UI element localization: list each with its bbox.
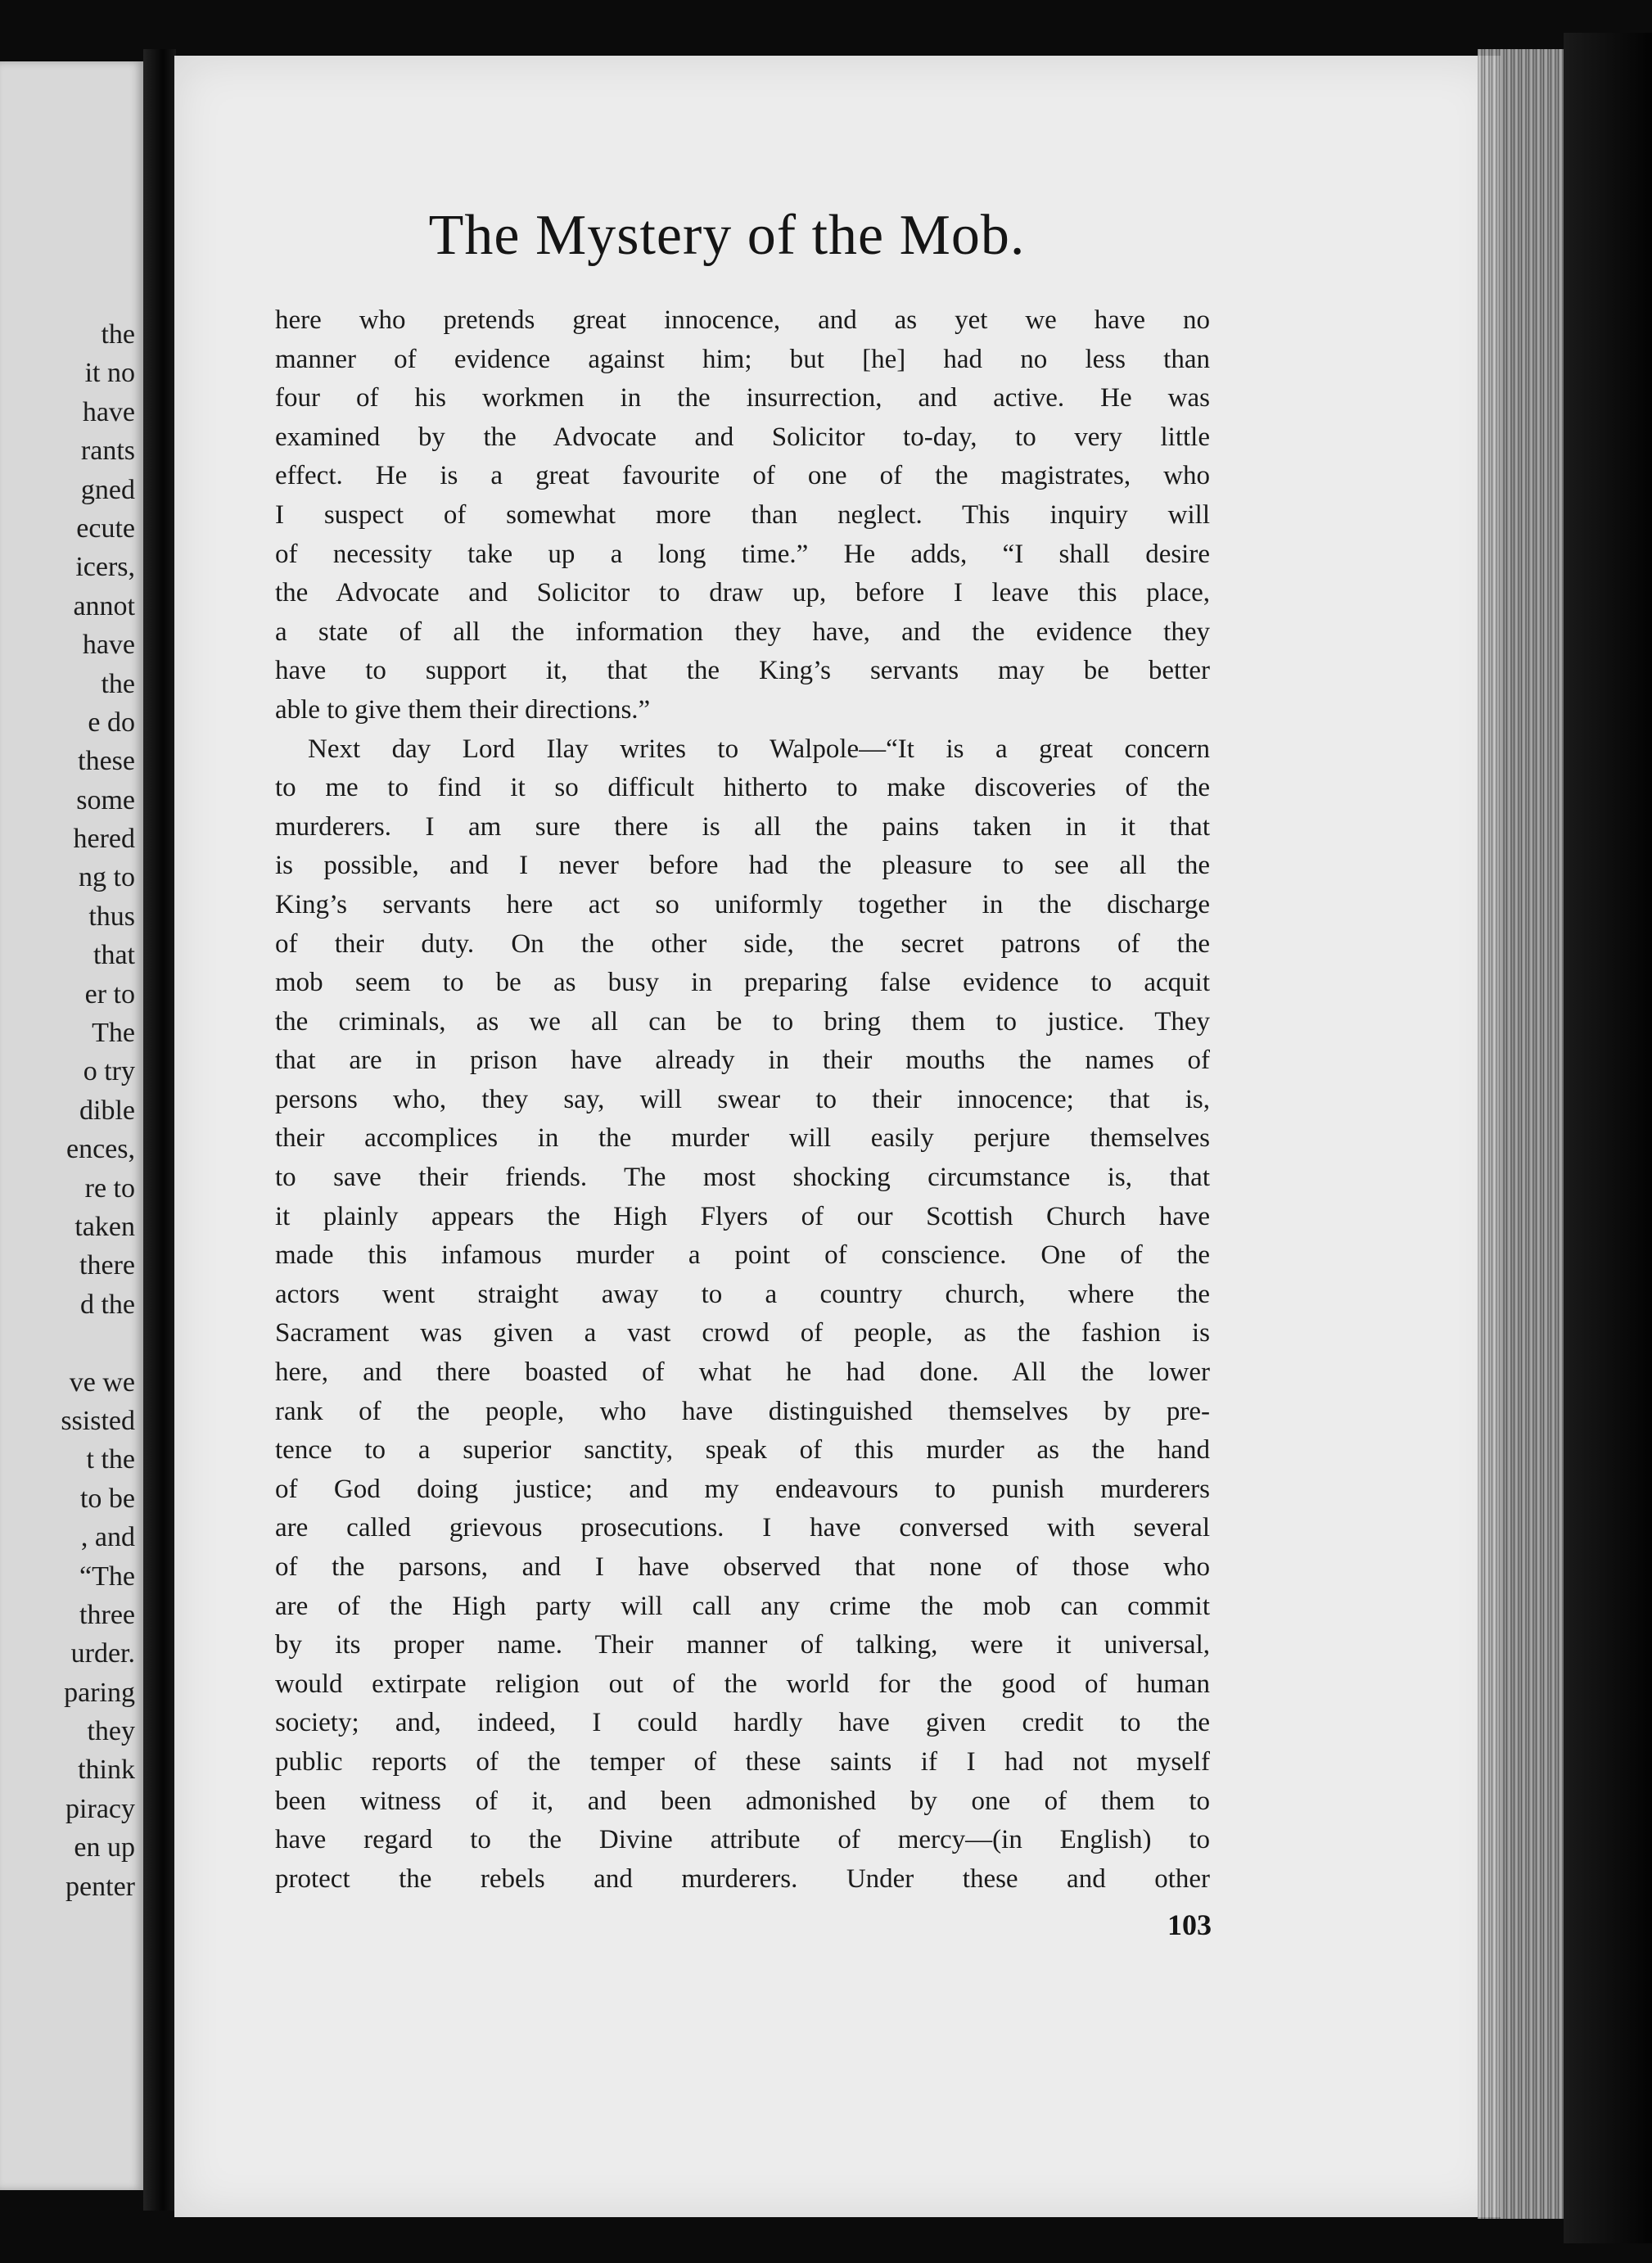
fragment-line: , and (80, 1522, 135, 1553)
previous-page-fragment (0, 61, 143, 2190)
fragment-line: ssisted (61, 1405, 135, 1436)
text-line: protect the rebels and murderers. Under these and other (275, 1863, 1210, 1894)
page-number: 103 (1167, 1908, 1212, 1941)
scan-border (1564, 33, 1652, 2243)
text-line: that are in prison have already in their mouths the names of (275, 1046, 1210, 1076)
fragment-line: three (79, 1599, 135, 1630)
fragment-line: The (92, 1018, 135, 1049)
fragment-line: annot (73, 590, 135, 621)
text-line: tence to a superior sanctity, speak of this murder as the hand (275, 1435, 1210, 1466)
fragment-line: penter (65, 1871, 135, 1902)
text-line: murderers. I am sure there is all the pains taken in it that (275, 811, 1210, 842)
fragment-line: paring (64, 1677, 135, 1708)
text-line: mob seem to be as busy in preparing false evidence to acquit (275, 968, 1210, 998)
text-line: four of his workmen in the insurrection, and active. He was (275, 383, 1210, 413)
fragment-line: d the (79, 1289, 135, 1320)
fragment-line: thus (88, 901, 135, 932)
fragment-line: ng to (79, 862, 135, 893)
fragment-line: rants (80, 436, 135, 467)
text-line: to save their friends. The most shocking circumstance is, that (275, 1163, 1210, 1193)
fragment-line: they (87, 1716, 135, 1747)
text-line: Next day Lord Ilay writes to Walpole—“It is a great concern (308, 734, 1210, 764)
book-gutter (143, 49, 176, 2211)
fragment-line: that (93, 940, 135, 971)
fragment-line: to be (79, 1483, 135, 1514)
text-line: Sacrament was given a vast crowd of people, as the fashion is (275, 1318, 1210, 1348)
fragment-line: have (82, 630, 135, 661)
text-line: King’s servants here act so uniformly together in the discharge (275, 889, 1210, 919)
fragment-line: the (101, 668, 135, 699)
fragment-line: ecute (76, 513, 135, 544)
text-line: their accomplices in the murder will easily perjure themselves (275, 1123, 1210, 1154)
fragment-line: ve we (69, 1366, 135, 1398)
fragment-line: the (101, 319, 135, 350)
fragment-line: urder. (70, 1638, 135, 1669)
fragment-line: these (78, 746, 135, 777)
text-line: examined by the Advocate and Solicitor to-day, to very little (275, 422, 1210, 452)
fragment-line: it no (84, 358, 135, 389)
text-line: are called grievous prosecutions. I have conversed with several (275, 1513, 1210, 1543)
text-line: effect. He is a great favourite of one of the magistrates, who (275, 461, 1210, 491)
fragment-line: gned (80, 474, 135, 505)
fragment-line: o try (83, 1056, 135, 1087)
fragment-line: piracy (65, 1793, 135, 1824)
fragment-line: re to (84, 1172, 135, 1204)
text-line: are of the High party will call any crime the mob can commit (275, 1591, 1210, 1621)
paragraph (275, 301, 1210, 730)
previous-page-text (4, 315, 135, 1906)
fragment-line: there (79, 1250, 135, 1281)
text-line: manner of evidence against him; but [he] had no less than (275, 344, 1210, 374)
fragment-line: hered (73, 824, 135, 855)
text-line: been witness of it, and been admonished by one of them to (275, 1786, 1210, 1816)
text-line: would extirpate religion out of the world for the good of human (275, 1669, 1210, 1699)
fragment-line: taken (74, 1211, 135, 1242)
text-line: of their duty. On the other side, the secret patrons of the (275, 928, 1210, 959)
text-line: I suspect of somewhat more than neglect. This inquiry will (275, 499, 1210, 530)
paragraph (275, 730, 1210, 1899)
fragment-line (4, 1324, 135, 1362)
text-line: of necessity take up a long time.” He adds, “I shall desire (275, 539, 1210, 569)
fragment-line: ences, (65, 1134, 135, 1165)
text-line: rank of the people, who have distinguished themselves by pre- (275, 1396, 1210, 1426)
text-line: the Advocate and Solicitor to draw up, before I leave this place, (275, 578, 1210, 608)
body-text (275, 301, 1210, 1899)
text-line: able to give them their directions.” (275, 694, 651, 725)
fragment-line: think (78, 1755, 135, 1786)
fragment-line: en up (74, 1832, 135, 1863)
text-line: here, and there boasted of what he had done. All the lower (275, 1357, 1210, 1388)
text-line: of the parsons, and I have observed that none of those who (275, 1552, 1210, 1582)
text-line: to me to find it so difficult hitherto to make discoveries of the (275, 773, 1210, 803)
fragment-line: icers, (75, 552, 135, 583)
text-line: it plainly appears the High Flyers of our Scottish Church have (275, 1201, 1210, 1231)
running-head: The Mystery of the Mob. (428, 204, 1026, 267)
text-line: have to support it, that the King’s servants may be better (275, 656, 1210, 686)
text-line: of God doing justice; and my endeavours to punish murderers (275, 1474, 1210, 1504)
fragment-line: have (82, 396, 135, 427)
page-edges (1478, 49, 1568, 2219)
text-line: by its proper name. Their manner of talking, were it universal, (275, 1630, 1210, 1660)
text-line: a state of all the information they have, and the evidence they (275, 617, 1210, 647)
fragment-line: some (76, 784, 135, 815)
text-line: public reports of the temper of these saints if I had not myself (275, 1746, 1210, 1777)
text-line: the criminals, as we all can be to bring them to justice. They (275, 1006, 1210, 1037)
text-line: have regard to the Divine attribute of mercy—(in English) to (275, 1825, 1210, 1855)
text-line: persons who, they say, will swear to their innocence; that is, (275, 1084, 1210, 1114)
text-line: made this infamous murder a point of conscience. One of the (275, 1240, 1210, 1271)
text-line: is possible, and I never before had the pleasure to see all the (275, 851, 1210, 881)
text-line: actors went straight away to a country church, where the (275, 1279, 1210, 1309)
text-line: here who pretends great innocence, and as yet we have no (275, 305, 1210, 335)
fragment-line: t the (86, 1444, 135, 1475)
fragment-line: e do (88, 707, 135, 738)
fragment-line: er to (84, 978, 135, 1010)
fragment-line: dible (79, 1095, 135, 1126)
fragment-line: “The (79, 1561, 135, 1592)
text-line: society; and, indeed, I could hardly have given credit to the (275, 1708, 1210, 1738)
